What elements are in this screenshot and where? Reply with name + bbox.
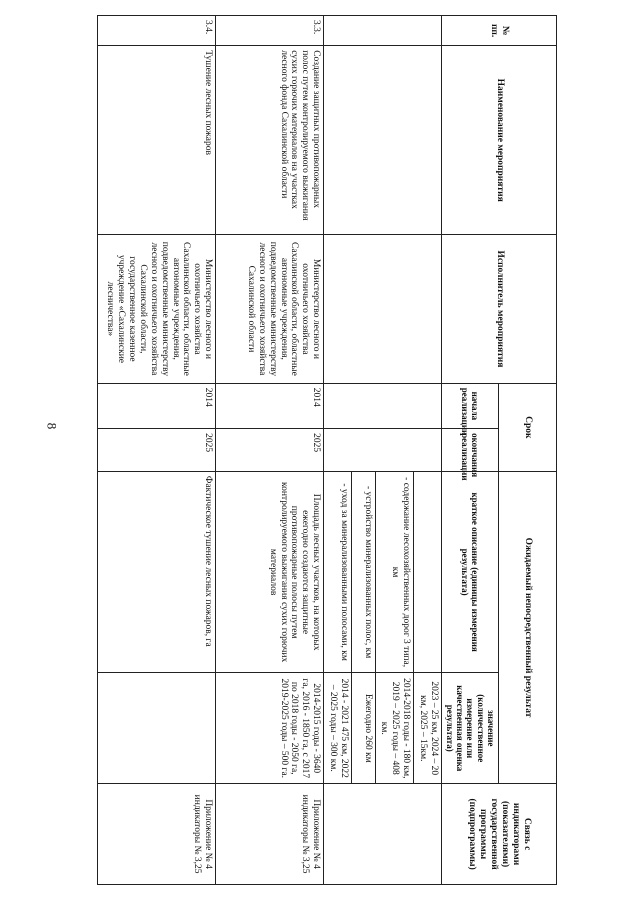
measures-table <box>97 15 557 885</box>
rotated-table-wrapper <box>97 15 557 885</box>
row1-result0-value: 2014-2015 годы - 3640 га, 2016 - 1850 га, с 2017 по 2018 годы - 2050 га, 2019-2025 годы – 500 га. <box>216 673 324 784</box>
row0-result1-desc: - содержание лесохозяйственных дорог 3 типа, км <box>376 471 414 673</box>
header-result-value: значение (количественное измерение или качественная оценка результата) <box>442 673 499 784</box>
row0-result2-value: Ежегодно 260 км <box>352 673 376 784</box>
row2-executor: Министерство лесного и охотничьего хозяйства Сахалинской области, областные автономные учреждения, подведомственные министерству лесного и охотничьего хозяйства Сахалинской области, государственное казенное учреждение «Сахалинские лесничества» <box>98 235 216 384</box>
header-num: № пп. <box>442 16 557 46</box>
row0-result0-desc <box>414 471 442 673</box>
row0-name <box>324 46 442 235</box>
row2-start: 2014 <box>98 383 216 428</box>
page-number: 8 <box>44 422 60 430</box>
table-row <box>414 16 442 885</box>
row0-link <box>324 784 442 885</box>
header-result: Ожидаемый непосредственный результат <box>499 471 557 783</box>
row0-result0-value: 2023 – 25 км, 2024 – 20 км, 2025 – 15км. <box>414 673 442 784</box>
row2-result0-value <box>98 673 216 784</box>
row0-result3-desc: - уход за минерализованными полосами, км <box>324 471 352 673</box>
row0-executor <box>324 235 442 384</box>
row1-start: 2014 <box>216 383 324 428</box>
row1-end: 2025 <box>216 429 324 472</box>
table-row <box>216 16 324 885</box>
row1-num: 3.3. <box>216 16 324 46</box>
row2-link: Приложение № 4 индикаторы № 3,25 <box>98 784 216 885</box>
row0-result1-value: 2014-2018 годы - 180 км, 2019 – 2025 годы – 408 км. <box>376 673 414 784</box>
row1-executor: Министерство лесного и охотничьего хозяйства Сахалинской области, областные автономные учреждения, подведомственные министерству лесного и охотничьего хозяйства Сахалинской области <box>216 235 324 384</box>
row0-start <box>324 383 442 428</box>
row0-result2-desc: - устройство минерализованных полос, км <box>352 471 376 673</box>
header-result-desc: краткое описание (единицы измерения результата) <box>442 471 499 673</box>
header-executor: Исполнитель мероприятия <box>442 235 557 384</box>
row2-num: 3.4. <box>98 16 216 46</box>
header-term: Срок <box>499 383 557 471</box>
row2-end: 2025 <box>98 429 216 472</box>
table-row <box>98 16 216 885</box>
header-term-end: окончания реализации <box>442 429 499 472</box>
row1-link: Приложение № 4 индикаторы № 3,25 <box>216 784 324 885</box>
row1-result0-desc: Площадь лесных участков, на которых ежегодно создаются защитные противопожарные полосы путем контролируемого выжигания сухих горючих материалов <box>216 471 324 673</box>
header-link: Связь с индикаторами (показателями) государственной программы (подпрограммы) <box>442 784 557 885</box>
row0-result3-value: 2014 - 2021 475 км, 2022 – 2025 годы – 300 км. <box>324 673 352 784</box>
header-term-start: начала реализации <box>442 383 499 428</box>
row1-name: Создание защитных противопожарных полос путем контролируемого выжигания сухих горючих материалов на участках лесного фонда Сахалинской области <box>216 46 324 235</box>
row0-num <box>324 16 442 46</box>
row2-result0-desc: Фактическое тушение лесных пожаров, га <box>98 471 216 673</box>
row2-name: Тушение лесных пожаров <box>98 46 216 235</box>
header-name: Наименование мероприятия <box>442 46 557 235</box>
row0-end <box>324 429 442 472</box>
